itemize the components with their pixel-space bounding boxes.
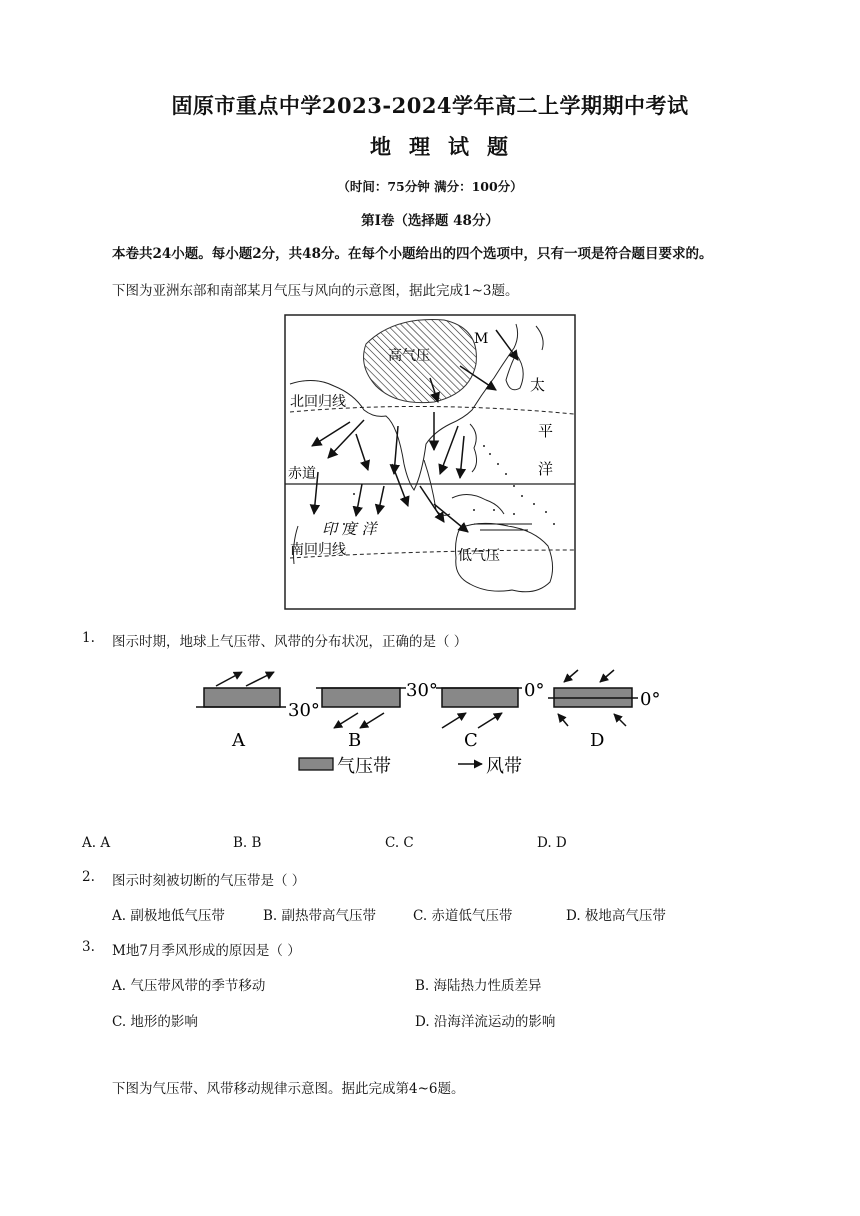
section-heading: 第Ⅰ卷（选择题 48分）: [361, 213, 499, 229]
option-b-letter: B: [348, 730, 362, 751]
exam-subtitle: 地理试题: [370, 134, 526, 159]
q1-option-a[interactable]: A. A: [82, 835, 111, 851]
option-b-lat: 30°: [406, 680, 438, 701]
q2-option-d[interactable]: D. 极地高气压带: [566, 908, 666, 924]
m-label: M: [474, 331, 489, 347]
q1-text: 图示时期，地球上气压带、风带的分布状况，正确的是（ ）: [112, 634, 468, 650]
option-a-letter: A: [232, 730, 245, 751]
q1-option-c[interactable]: C. C: [385, 835, 414, 851]
high-pressure-label: 高气压: [388, 348, 430, 364]
q1-option-b[interactable]: B. B: [233, 835, 262, 851]
option-c-letter: C: [464, 730, 478, 751]
option-d-figure: [548, 670, 660, 751]
q3-number: 3.: [82, 939, 95, 955]
intro-questions-1-3: 下图为亚洲东部和南部某月气压与风向的示意图，据此完成1~3题。: [112, 283, 519, 299]
q2-option-c[interactable]: C. 赤道低气压带: [413, 908, 513, 924]
pacific-label-1: 太: [530, 376, 546, 394]
option-c-figure: [436, 680, 544, 751]
tropic-s-label: 南回归线: [290, 542, 346, 558]
q3-text: M地7月季风形成的原因是（ ）: [112, 943, 301, 959]
q1-option-d[interactable]: D. D: [537, 835, 567, 851]
tropic-n-label: 北回归线: [290, 394, 346, 410]
option-d-lat: 0°: [640, 689, 661, 710]
q3-option-d[interactable]: D. 沿海洋流运动的影响: [415, 1014, 556, 1030]
legend-wind-label: 风带: [486, 756, 522, 777]
q1-number: 1.: [82, 630, 95, 646]
q2-text: 图示时刻被切断的气压带是（ ）: [112, 873, 306, 889]
low-pressure-label: 低气压: [458, 548, 500, 564]
intro-questions-4-6: 下图为气压带、风带移动规律示意图。据此完成第4~6题。: [112, 1081, 465, 1097]
q3-option-b[interactable]: B. 海陆热力性质差异: [415, 978, 542, 994]
option-d-letter: D: [590, 730, 605, 751]
q2-option-b[interactable]: B. 副热带高气压带: [263, 908, 377, 924]
pacific-label-3: 洋: [538, 460, 554, 478]
equator-label: 赤道: [288, 466, 316, 482]
instructions: 本卷共24小题。每小题2分，共48分。在每个小题给出的四个选项中，只有一项是符合题目要求的。: [112, 246, 713, 262]
time-info: （时间：75分钟 满分：100分）: [337, 179, 523, 194]
q3-option-a[interactable]: A. 气压带风带的季节移动: [112, 978, 266, 994]
q2-option-a[interactable]: A. 副极地低气压带: [112, 908, 225, 924]
option-c-lat: 0°: [524, 680, 545, 701]
option-a-lat: 30°: [288, 700, 320, 721]
indian-ocean-label: 印 度 洋: [322, 520, 377, 538]
asia-pressure-wind-map: [284, 314, 576, 610]
option-a-figure: [196, 672, 320, 751]
pacific-label-2: 平: [538, 422, 554, 440]
q2-number: 2.: [82, 869, 95, 885]
option-b-figure: [316, 680, 438, 751]
diagram-legend: [299, 756, 522, 777]
q3-option-c[interactable]: C. 地形的影响: [112, 1014, 198, 1030]
exam-title: 固原市重点中学2023-2024学年高二上学期期中考试: [171, 93, 689, 118]
belt-options-diagram: [196, 660, 676, 784]
legend-pressure-label: 气压带: [337, 756, 391, 777]
